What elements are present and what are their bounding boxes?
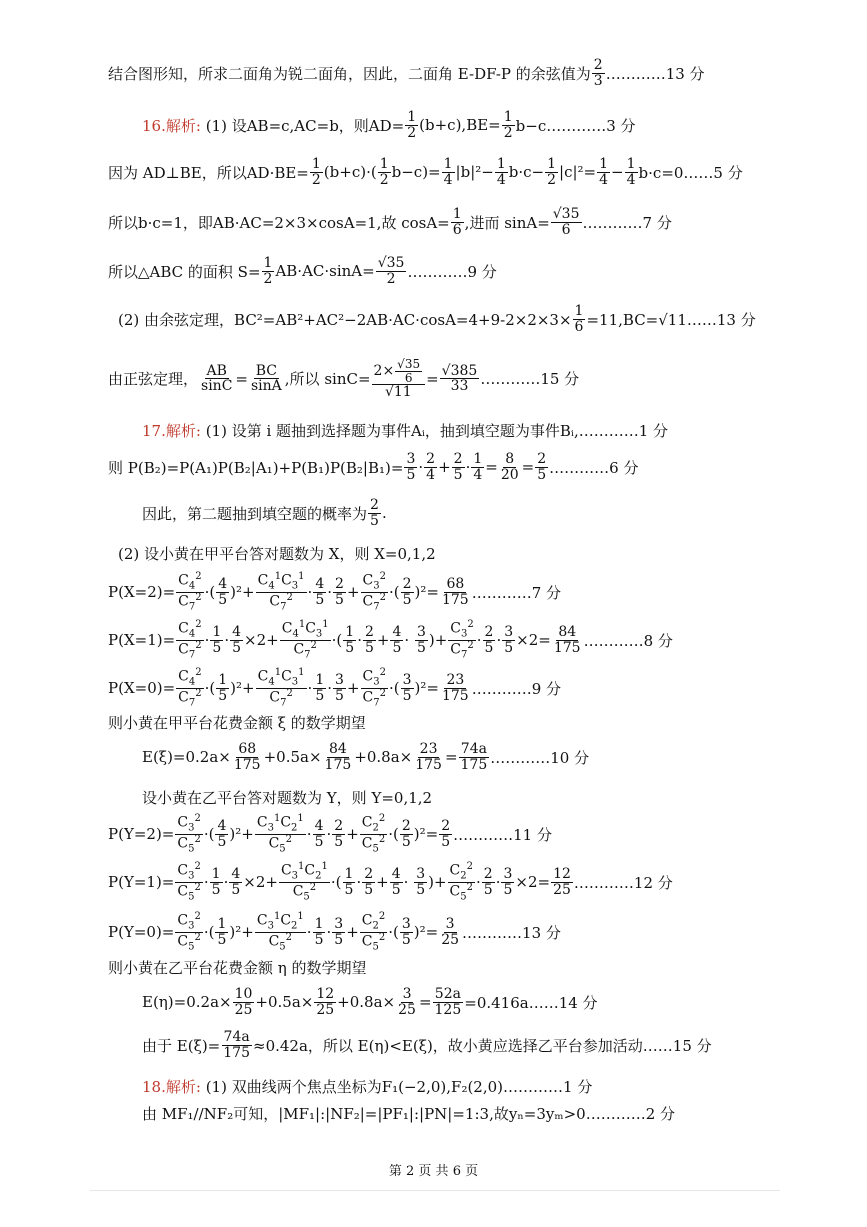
den: 3 [593,72,603,89]
text: 则小黄在甲平台花费金额 ξ 的数学期望 [108,714,366,732]
score: …………9 分 [407,262,497,281]
q16-line-4: 所以△ABC 的面积 S= $\frac{1}{2}$ AB·AC·sinA= $\frac{√35}{2}$ …………9 分 [108,255,497,287]
text: b−c)= [391,163,441,182]
text: P(Y=2)= [108,825,175,844]
fraction: $\frac{1}{2}$ [503,109,513,141]
q18-label: 18.解析: [142,1078,201,1096]
text: 设小黄在乙平台答对题数为 Y，则 Y=0,1,2 [142,789,433,807]
score: …………10 分 [490,748,590,767]
score: …………9 分 [471,679,562,698]
px0-line: P(X=0)= $\frac{C_4^2}{C_7^2}$ ·( $\frac{1}{5}$ )²+ $\frac{C_4^1C_3^1}{C_7^2}$ · $\frac{1}{5}$ · $\frac{3}{5}$ + $\frac{C_3^2}{C_7^2}$ ·( $\frac{3}{5}$ )²= $\frac{23}{175}$ …………9 分 [108,667,562,709]
score: …………7 分 [471,583,562,602]
text: P(Y=0)= [108,923,175,942]
py-heading [142,787,432,808]
text: 所以△ABC 的面积 S= [108,262,261,281]
score: …………13 分 [462,923,561,942]
q17-label: 17.解析: [142,422,201,440]
text: P(X=0)= [108,679,176,698]
q16-line-1 [142,110,636,140]
score: …………12 分 [573,873,673,892]
score: …………15 分 [480,370,580,389]
q16-line-2: 因为 AD⊥BE，所以AD·BE= $\frac{1}{2}$ (b+c)·( $\frac{1}{2}$ b−c)= $\frac{1}{4}$ |b|²− $\frac{1}{4}$ b·c− $\frac{1}{2}$ |c|²= $\frac{1}{4}$ − $\frac{1}{4}$ b·c=0……5 分 [108,156,743,188]
text: E(ξ)=0.2a× [142,748,231,767]
q17-line-1 [142,420,668,441]
text: 所以b·c=1，即AB·AC=2×3×cosA=1,故 cosA= [108,213,450,232]
text: 由正弦定理， [108,370,199,389]
eeta-heading [108,957,367,978]
q17-line-3: 因此，第二题抽到填空题的概率为 $\frac{2}{5}$ . [142,497,387,529]
text: |c|²= [559,163,597,182]
text: P(X=1)= [108,631,176,650]
py0-line: P(Y=0)= $\frac{C_3^2}{C_5^2}$ ·( $\frac{1}{5}$ )²+ $\frac{C_3^1C_2^1}{C_5^2}$ · $\frac{1}{5}$ · $\frac{3}{5}$ + $\frac{C_2^2}{C_5^2}$ ·( $\frac{3}{5}$ )²= $\frac{3}{25}$ …………13 分 [108,911,561,953]
exi-line: E(ξ)=0.2a× $\frac{68}{175}$ +0.5a× $\frac{84}{175}$ +0.8a× $\frac{23}{175}$ = $\frac{74a}{175}$ …………10 分 [142,741,590,773]
score: …………8 分 [583,631,673,650]
score: …………13 分 [605,64,705,83]
text: P(X=2)= [108,583,176,602]
text: 因为 AD⊥BE，所以AD·BE= [108,163,309,182]
score: …………6 分 [549,458,639,477]
q18-line-2 [142,1103,675,1124]
text: b·c− [508,163,545,182]
py1-line: P(Y=1)= $\frac{C_3^2}{C_5^2}$ · $\frac{1}{5}$ · $\frac{4}{5}$ ×2+ $\frac{C_3^1C_2^1}{C_5^2}$ ·( $\frac{1}{5}$ · $\frac{2}{5}$ + $\frac{4}{5}$ · $\frac{3}{5}$ )+ $\frac{C_2^2}{C_5^2}$ · $\frac{2}{5}$ · $\frac{3}{5}$ ×2= $\frac{12}{25}$ …………12 分 [108,861,673,903]
page-footer: 第 2 页 共 6 页 [388,1164,479,1179]
score: =0.416a……14 分 [464,993,598,1012]
text: P(Y=1)= [108,873,175,892]
exi-heading [108,712,366,733]
num: 2 [593,57,603,73]
q18-line-1 [142,1076,592,1097]
q17-line-2: 则 P(B₂)=P(A₁)P(B₂|A₁)+P(B₁)P(B₂|B₁)= $\frac{3}{5}$ · $\frac{2}{4}$ + $\frac{2}{5}$ · $\frac{1}{4}$ = $\frac{8}{20}$ = $\frac{2}{5}$ …………6 分 [108,451,639,483]
text: b−c…………3 分 [515,116,636,135]
eeta-line: E(η)=0.2a× $\frac{10}{25}$ +0.5a× $\frac{12}{25}$ +0.8a× $\frac{3}{25}$ = $\frac{52a}{125}$ =0.416a……14 分 [142,986,598,1018]
text: 则小黄在乙平台花费金额 η 的数学期望 [108,959,367,977]
q17-line-4 [118,543,436,564]
text: 由 MF₁//NF₂可知，|MF₁|:|NF₂|=|PF₁|:|PN|=1:3,故yₙ=3yₘ>0…………2 分 [142,1105,676,1123]
text: (1) 设第 i 题抽到选择题为事件Aᵢ，抽到填空题为事件Bᵢ,…………1 分 [205,422,669,440]
text: (b+c)·( [323,163,377,182]
text: AB·AC·sinA= [275,262,375,281]
text: E(η)=0.2a× [142,993,232,1012]
text: (1) 设AB=c,AC=b，则AD= [205,116,405,135]
text: b·c=0……5 分 [638,163,743,182]
text: 结合图形知，所求二面角为锐二面角，因此，二面角 E-DF-P 的余弦值为 [108,64,591,83]
text: ,进而 sinA= [464,213,550,232]
text: ,所以 sinC= [284,370,371,389]
text: (b+c),BE= [419,116,501,135]
px2-line: P(X=2)= $\frac{C_4^2}{C_7^2}$ ·( $\frac{4}{5}$ )²+ $\frac{C_4^1C_3^1}{C_7^2}$ · $\frac{4}{5}$ · $\frac{2}{5}$ + $\frac{C_3^2}{C_7^2}$ ·( $\frac{2}{5}$ )²= $\frac{68}{175}$ …………7 分 [108,571,562,613]
text: 由于 E(ξ)= [142,1036,221,1055]
text: |b|²− [455,163,494,182]
line-1 [108,58,705,88]
score: …………11 分 [453,825,552,844]
q16-label: 16.解析: [142,116,201,135]
q16-line-5: (2) 由余弦定理，BC²=AB²+AC²−2AB·AC·cosA=4+9-2×2×3× $\frac{1}{6}$ =11,BC=√11……13 分 [118,303,756,335]
text: 因此，第二题抽到填空题的概率为 [142,504,368,523]
q16-line-3: 所以b·c=1，即AB·AC=2×3×cosA=1,故 cosA= $\frac{1}{6}$ ,进而 sinA= $\frac{√35}{6}$ …………7 分 [108,206,672,238]
footer-divider [90,1190,780,1191]
fraction [592,58,605,88]
text: =11,BC=√11……13 分 [586,310,756,329]
q16-line-6: 由正弦定理， $\frac{AB}{\sin C}$ = $\frac{BC}{\sin A}$ ,所以 sinC= 2× $\frac{√35}{6}$ √11 = $\frac{√385}{33}$ …………15 分 [108,357,580,401]
px1-line: P(X=1)= $\frac{C_4^2}{C_7^2}$ · $\frac{1}{5}$ · $\frac{4}{5}$ ×2+ $\frac{C_4^1C_3^1}{C_7^2}$ ·( $\frac{1}{5}$ · $\frac{2}{5}$ + $\frac{4}{5}$ · $\frac{3}{5}$ )+ $\frac{C_3^2}{C_7^2}$ · $\frac{2}{5}$ · $\frac{3}{5}$ ×2= $\frac{84}{175}$ …………8 分 [108,619,673,661]
text: 则 P(B₂)=P(A₁)P(B₂|A₁)+P(B₁)P(B₂|B₁)= [108,458,404,477]
fraction: $\frac{1}{2}$ [407,109,417,141]
text: (2) 设小黄在甲平台答对题数为 X，则 X=0,1,2 [118,545,436,563]
compare-line: 由于 E(ξ)= $\frac{74a}{175}$ ≈0.42a，所以 E(η)<E(ξ)，故小黄应选择乙平台参加活动……15 分 [142,1029,712,1061]
text: ≈0.42a，所以 E(η)<E(ξ)，故小黄应选择乙平台参加活动……15 分 [253,1036,712,1055]
text: (1) 双曲线两个焦点坐标为F₁(−2,0),F₂(2,0)…………1 分 [205,1078,593,1096]
text: (2) 由余弦定理，BC²=AB²+AC²−2AB·AC·cosA=4+9-2×2×3× [118,310,572,329]
score: …………7 分 [582,213,672,232]
py2-line: P(Y=2)= $\frac{C_3^2}{C_5^2}$ ·( $\frac{4}{5}$ )²+ $\frac{C_3^1C_2^1}{C_5^2}$ · $\frac{4}{5}$ · $\frac{2}{5}$ + $\frac{C_2^2}{C_5^2}$ ·( $\frac{2}{5}$ )²= $\frac{2}{5}$ …………11 分 [108,813,552,855]
